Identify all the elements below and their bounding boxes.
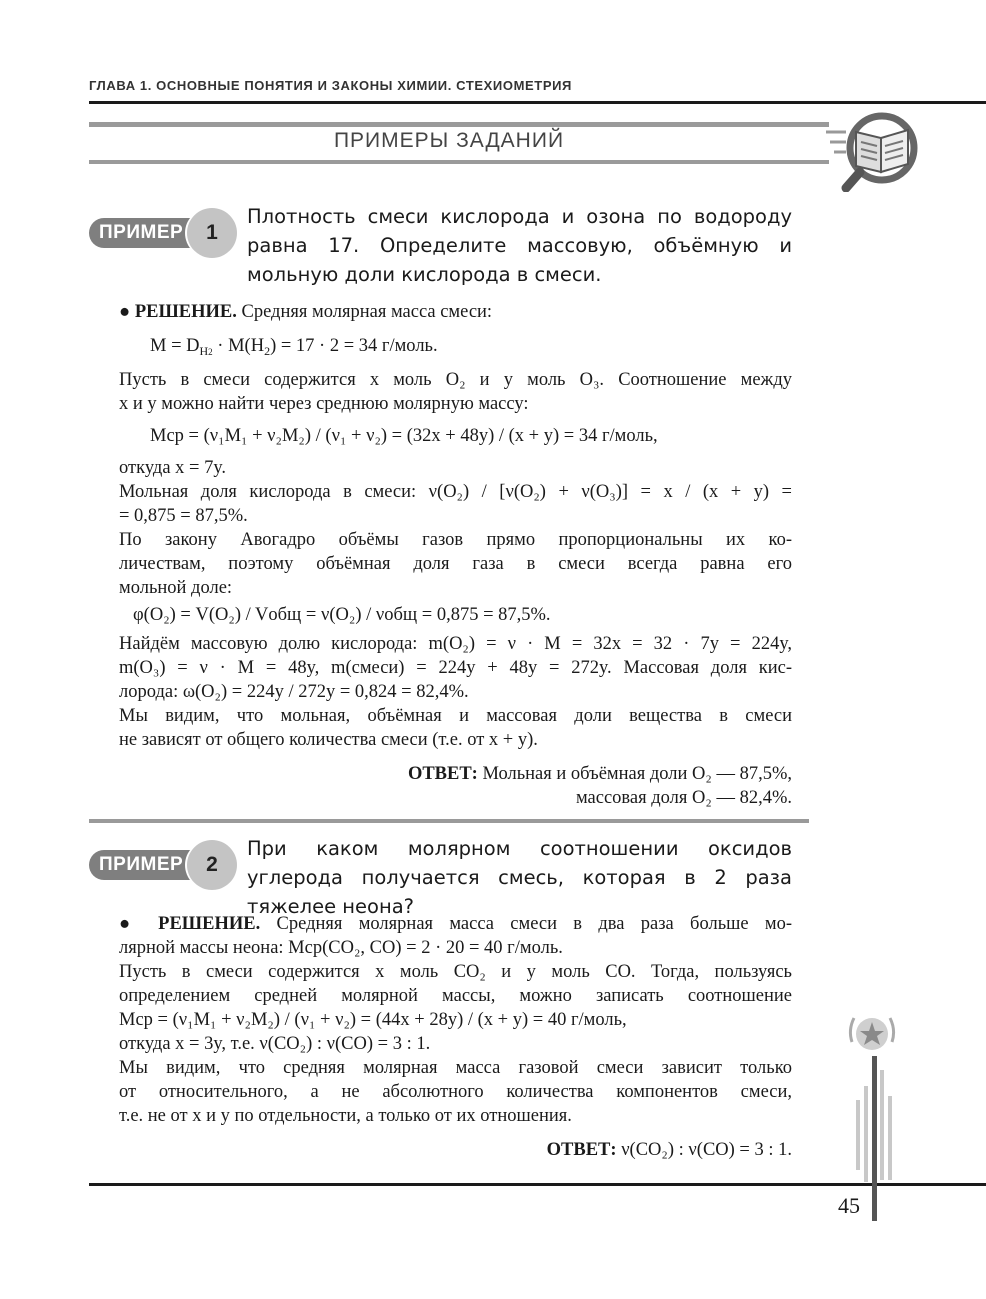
example-2-task: При каком молярном соотношении оксидов углерода получается смесь, которая в 2 раза тяжелее неона? — [247, 837, 792, 918]
text-line: лярной массы неона: Mср(CO₂, CO) = 2 · 20 = 40 г/моль. — [119, 938, 563, 958]
decor-bar — [888, 1096, 892, 1180]
formula-line: Mср = (ν₁M₁ + ν₂M₂) / (ν₁ + ν₂) = (44x + 28y) / (x + y) = 40 г/моль, — [119, 1010, 627, 1030]
text-line: личествам, поэтому объёмная доля газа в смеси всегда равна его — [119, 554, 792, 574]
text-line: Пусть в смеси содержится x моль O₂ и y моль O₃. Соотношение между — [119, 370, 792, 390]
answer-2 — [119, 1138, 792, 1162]
bullet-icon: ● — [119, 302, 131, 322]
text-line: = 0,875 = 87,5%. — [119, 506, 248, 526]
text-line: мольной доле: — [119, 578, 233, 598]
answer-label: ОТВЕТ: — [546, 1140, 617, 1160]
example-badge: ПРИМЕР — [89, 218, 207, 248]
decor-bar — [880, 1070, 884, 1180]
formula-sub: 2 — [264, 344, 271, 358]
decor-bar — [864, 1086, 868, 1182]
formula-3: φ(O₂) = V(O₂) / Vобщ = ν(O₂) / νобщ = 0,875 = 87,5%. — [133, 605, 551, 625]
text-line: Пусть в смеси содержится x моль CO₂ и y моль CO. Тогда, пользуясь — [119, 962, 792, 982]
section-rule-top — [89, 122, 829, 127]
solution-1-intro — [119, 300, 792, 324]
formula-part: M = D — [150, 336, 200, 356]
solution-label: РЕШЕНИЕ. — [134, 302, 237, 322]
example-number: 1 — [187, 208, 237, 258]
section-rule-bottom — [89, 160, 829, 164]
formula-part: · M(H — [212, 336, 265, 356]
text-line: откуда x = 3y, т.е. ν(CO₂) : ν(CO) = 3 : 1. — [119, 1034, 431, 1054]
example-badge: ПРИМЕР — [89, 850, 207, 880]
formula-1 — [150, 334, 790, 358]
example-1-task: Плотность смеси кислорода и озона по водороду равна 17. Определите массовую, объёмную и мольную доли кислорода в смеси. — [247, 205, 792, 286]
text-line: По закону Авогадро объёмы газов прямо пропорциональны их ко- — [119, 530, 792, 550]
bullet-icon: ● — [119, 914, 142, 934]
text-line: т.е. не от x и y по отдельности, а только от их отношения. — [119, 1106, 572, 1126]
book-magnifier-icon — [826, 110, 926, 192]
solution-text: Средняя молярная масса смеси в два раза больше мо- — [276, 914, 793, 934]
page-number: 45 — [838, 1193, 860, 1218]
answer-text: ν(CO₂) : ν(CO) = 3 : 1. — [621, 1140, 792, 1160]
section-title: ПРИМЕРЫ ЗАДАНИЙ — [333, 129, 565, 152]
solution-label: РЕШЕНИЕ. — [158, 914, 261, 934]
text-line: не зависят от общего количества смеси (т.е. от x + y). — [119, 730, 538, 750]
solution-2-intro — [119, 912, 792, 936]
decor-bar — [856, 1100, 860, 1170]
answer-1-line-1 — [119, 762, 792, 786]
decor-bar — [872, 1056, 877, 1221]
footer-rule — [89, 1183, 986, 1186]
text-line: x и y можно найти через среднюю молярную массу: — [119, 394, 529, 414]
text-line: Мольная доля кислорода в смеси: ν(O₂) / [ν(O₂) + ν(O₃)] = x / (x + y) = — [119, 482, 792, 502]
text-line: m(O₃) = ν · M = 48y, m(смеси) = 224y + 48y = 272y. Массовая доля кис- — [119, 658, 792, 678]
chapter-header: ГЛАВА 1. ОСНОВНЫЕ ПОНЯТИЯ И ЗАКОНЫ ХИМИИ. СТЕХИОМЕТРИЯ — [89, 78, 572, 93]
formula-part: ) = 17 · 2 = 34 г/моль. — [270, 336, 438, 356]
answer-text: Мольная и объёмная доли O₂ — 87,5%, — [482, 764, 792, 784]
answer-1-line-2: массовая доля O₂ — 82,4%. — [575, 788, 792, 808]
formula-sub: H — [199, 344, 209, 358]
formula-sub2: 2 — [208, 347, 213, 357]
example-divider — [89, 819, 809, 823]
text-line: Найдём массовую долю кислорода: m(O₂) = ν · M = 32x = 32 · 7y = 224y, — [119, 634, 792, 654]
text-line: определением средней молярной массы, можно записать соотношение — [119, 986, 792, 1006]
text-line: от относительного, а не абсолютного количества компонентов смеси, — [119, 1082, 792, 1102]
text-line: Мы видим, что мольная, объёмная и массовая доли вещества в смеси — [119, 706, 792, 726]
example-number: 2 — [187, 840, 237, 890]
formula-2: Mср = (ν₁M₁ + ν₂M₂) / (ν₁ + ν₂) = (32x + 48y) / (x + y) = 34 г/моль, — [150, 426, 658, 446]
text-line: лорода: ω(O₂) = 224y / 272y = 0,824 = 82,4%. — [119, 682, 469, 702]
solution-text: Средняя молярная масса смеси: — [241, 302, 493, 322]
answer-label: ОТВЕТ: — [407, 764, 478, 784]
laurel-star-icon — [846, 1012, 898, 1056]
header-rule — [89, 101, 986, 104]
text-line: откуда x = 7y. — [119, 458, 227, 478]
text-line: Мы видим, что средняя молярная масса газовой смеси зависит только — [119, 1058, 792, 1078]
